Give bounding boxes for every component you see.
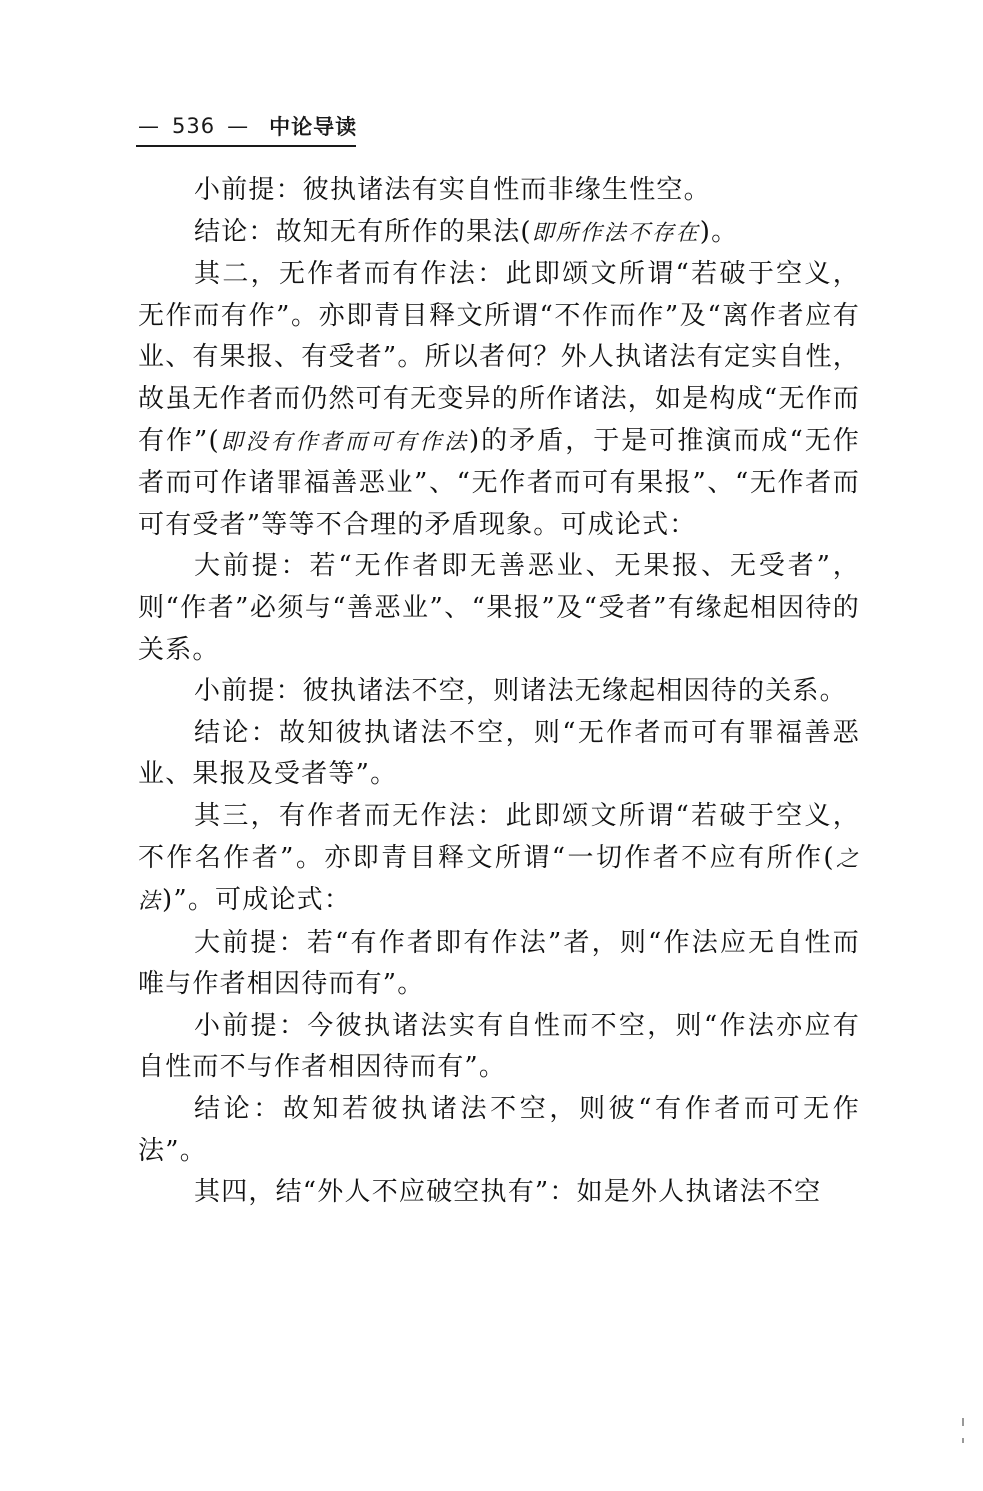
paragraph-text: 大前提：若“有作者即有作法”者，则“作法应无自性而唯与作者相因待而有”。 <box>138 927 860 1000</box>
paragraph-text: 其三，有作者而无作法：此即颂文所谓“若破于空义，不作名作者”。亦即青目释文所谓“一切作者不应有所作( <box>138 800 860 873</box>
paragraph <box>138 923 860 1006</box>
inline-note: 即所作法不存在 <box>531 220 700 246</box>
paragraph-text: )。 <box>699 216 739 247</box>
paragraph <box>138 796 860 923</box>
paragraph-text: 小前提：彼执诸法不空，则诸法无缘起相因待的关系。 <box>194 676 847 707</box>
paragraph-text: )”。可成论式： <box>162 885 352 916</box>
paragraph-text: 其二，无作者而有作法：此即颂文所谓“若破于空义，无作而有作”。亦即青目释文所谓“不作而作”及“离作者应有业、有果报、有受者”。所以者何？外人执诸法有定实自性，故虽无作者而仍然可有无变异的所作诸法，如是构成“无作而有作”( <box>138 259 860 456</box>
paragraph <box>138 254 860 546</box>
running-header <box>138 106 357 146</box>
paragraph-text: 小前提：今彼执诸法实有自性而不空，则“作法亦应有自性而不与作者相因待而有”。 <box>138 1010 860 1083</box>
paragraph-text: 结论：故知若彼执诸法不空，则彼“有作者而可无作法”。 <box>138 1094 860 1166</box>
paragraph-text: 小前提：彼执诸法有实自性而非缘生性空。 <box>194 175 711 205</box>
scan-speck <box>962 1438 964 1443</box>
paragraph-text: 结论：故知彼执诸法不空，则“无作者而可有罪福善恶业、果报及受者等”。 <box>138 717 860 790</box>
paragraph-text: 结论：故知无有所作的果法( <box>194 216 532 247</box>
paragraph-text: )的矛盾，于是可推演而成“无作者而可作诸罪福善恶业”、“无作者而可有果报”、“无作者而可有受者”等等不合理的矛盾现象。可成论式： <box>138 425 860 540</box>
paragraph-text: 大前提：若“无作者即无善恶业、无果报、无受者”，则“作者”必须与“善恶业”、“果报”及“受者”有缘起相因待的关系。 <box>138 551 860 665</box>
scan-speck <box>962 1418 964 1426</box>
paragraph <box>138 1006 860 1089</box>
inline-note: 之法 <box>138 846 860 915</box>
inline-note: 即没有作者而可有作法 <box>219 429 469 455</box>
header-rule <box>136 145 356 147</box>
page-number: 536 <box>172 114 216 138</box>
header-dash-left: — <box>138 114 160 138</box>
paragraph <box>138 713 860 796</box>
paragraph <box>138 1089 860 1172</box>
paragraph <box>138 170 860 212</box>
paragraph <box>138 671 860 713</box>
paragraph-text: 其四，结“外人不应破空执有”：如是外人执诸法不空 <box>194 1177 822 1208</box>
paragraph <box>138 1172 860 1214</box>
paragraph <box>138 546 860 671</box>
body-text <box>138 170 860 1214</box>
book-title: 中论导读 <box>269 115 358 139</box>
header-dash-right: — <box>227 114 250 138</box>
paragraph <box>138 212 860 255</box>
